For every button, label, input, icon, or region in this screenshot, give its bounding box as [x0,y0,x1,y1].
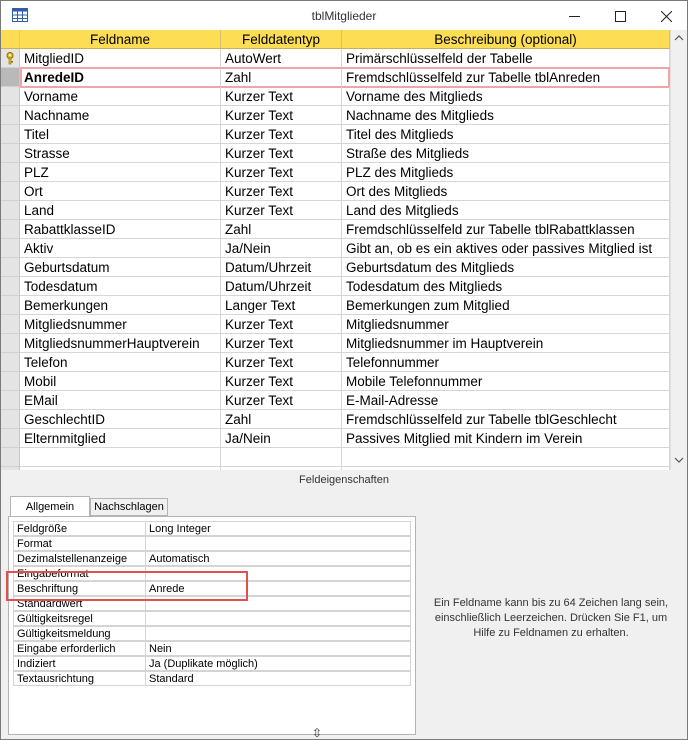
field-name-cell[interactable]: Nachname [20,106,221,125]
row-selector[interactable] [1,296,20,315]
row-selector[interactable] [1,49,20,68]
field-type-cell[interactable] [221,448,342,467]
scroll-down-icon[interactable] [674,456,684,464]
maximize-button[interactable] [597,1,643,31]
window-title: tblMitglieder [311,9,377,23]
row-selector[interactable] [1,68,20,87]
property-label: Textausrichtung [13,671,146,686]
field-properties-title: Feldeigenschaften [299,474,389,486]
field-name-cell[interactable]: Geburtsdatum [20,258,221,277]
field-type-cell[interactable]: Kurzer Text [221,353,342,372]
property-value[interactable]: Standard [145,671,411,686]
field-name-cell[interactable]: Titel [20,125,221,144]
field-type-cell[interactable]: Kurzer Text [221,372,342,391]
field-type-cell[interactable]: Kurzer Text [221,144,342,163]
property-label: Format [13,536,146,551]
minimize-button[interactable] [551,1,597,31]
field-description-cell[interactable]: E-Mail-Adresse [342,391,670,410]
field-type-cell[interactable]: Datum/Uhrzeit [221,258,342,277]
row-selector[interactable] [1,429,20,448]
field-name-cell[interactable]: GeschlechtID [20,410,221,429]
field-description-cell[interactable] [342,448,670,467]
field-description-cell[interactable]: Gibt an, ob es ein aktives oder passives Mitglied ist [342,239,670,258]
row-selector[interactable] [1,277,20,296]
field-properties-area [0,470,688,740]
row-selector[interactable] [1,220,20,239]
property-label: Gültigkeitsmeldung [13,626,146,641]
field-name-cell[interactable] [20,448,221,467]
field-name-cell[interactable]: EMail [20,391,221,410]
property-value[interactable] [145,596,411,611]
field-description-cell[interactable]: Fremdschlüsselfeld zur Tabelle tblRabattklassen [342,220,670,239]
field-type-cell[interactable]: Zahl [221,410,342,429]
row-selector[interactable] [1,334,20,353]
field-description-cell[interactable]: Todesdatum des Mitglieds [342,277,670,296]
field-description-cell[interactable]: Primärschlüsselfeld der Tabelle [342,49,670,68]
field-name-cell[interactable]: MitgliedID [20,49,221,68]
field-name-cell[interactable]: Strasse [20,144,221,163]
property-label: Standardwert [13,596,146,611]
property-label: Indiziert [13,656,146,671]
row-selector[interactable] [1,353,20,372]
field-name-cell[interactable]: Todesdatum [20,277,221,296]
maximize-icon [615,11,626,22]
field-description-cell[interactable]: Passives Mitglied mit Kindern im Verein [342,429,670,448]
close-icon [661,11,672,22]
property-label: Eingabeformat [13,566,146,581]
property-label: Gültigkeitsregel [13,611,146,626]
field-name-cell[interactable]: Land [20,201,221,220]
field-name-cell[interactable]: AnredeID [20,68,221,87]
field-description-cell[interactable]: Mitgliedsnummer [342,315,670,334]
property-value[interactable]: Nein [145,641,411,656]
property-label: Dezimalstellenanzeige [13,551,146,566]
tab-nachschlagen[interactable]: Nachschlagen [90,498,168,516]
field-name-cell[interactable]: Mobil [20,372,221,391]
property-value[interactable]: Anrede [145,581,411,596]
field-description-cell[interactable]: Fremdschlüsselfeld zur Tabelle tblGeschlecht [342,410,670,429]
close-button[interactable] [643,1,688,31]
row-selector[interactable] [1,410,20,429]
row-selector[interactable] [1,258,20,277]
field-description-cell[interactable]: Nachname des Mitglieds [342,106,670,125]
field-description-cell[interactable]: PLZ des Mitglieds [342,163,670,182]
row-selector[interactable] [1,87,20,106]
field-type-cell[interactable]: Kurzer Text [221,391,342,410]
field-type-cell[interactable]: Datum/Uhrzeit [221,277,342,296]
row-selector[interactable] [1,239,20,258]
field-description-cell[interactable]: Mitgliedsnummer im Hauptverein [342,334,670,353]
property-value[interactable]: Automatisch [145,551,411,566]
scroll-up-icon[interactable] [674,34,684,42]
row-selector[interactable] [1,182,20,201]
field-description-cell[interactable]: Fremdschlüsselfeld zur Tabelle tblAnreden [342,68,670,87]
row-selector[interactable] [1,372,20,391]
field-type-cell[interactable]: Zahl [221,220,342,239]
title-bar [0,0,688,30]
row-selector[interactable] [1,315,20,334]
column-header-beschreibung[interactable]: Beschreibung (optional) [342,30,670,49]
row-selector[interactable] [1,125,20,144]
field-type-cell[interactable]: Ja/Nein [221,429,342,448]
field-description-cell[interactable]: Geburtsdatum des Mitglieds [342,258,670,277]
header-corner [1,30,20,49]
row-selector[interactable] [1,448,20,467]
property-label: Eingabe erforderlich [13,641,146,656]
field-name-cell[interactable]: Elternmitglied [20,429,221,448]
column-header-feldname[interactable]: Feldname [20,30,221,49]
field-name-cell[interactable]: Aktiv [20,239,221,258]
property-value[interactable] [145,611,411,626]
field-description-cell[interactable]: Straße des Mitglieds [342,144,670,163]
property-label: Beschriftung [13,581,146,596]
field-name-cell[interactable]: MitgliedsnummerHauptverein [20,334,221,353]
row-selector[interactable] [1,144,20,163]
row-selector[interactable] [1,106,20,125]
field-description-cell[interactable]: Ort des Mitglieds [342,182,670,201]
property-value[interactable]: Ja (Duplikate möglich) [145,656,411,671]
primary-key-icon [5,52,15,65]
property-value[interactable] [145,536,411,551]
field-type-cell[interactable]: Kurzer Text [221,182,342,201]
field-type-cell[interactable]: Zahl [221,68,342,87]
property-value[interactable] [145,566,411,581]
field-type-cell[interactable]: Kurzer Text [221,106,342,125]
property-value[interactable]: Long Integer [145,521,411,536]
help-text: Ein Feldname kann bis zu 64 Zeichen lang sein, einschließlich Leerzeichen. Drücken Sie F1, um Hilfe zu Feldnamen zu erhalten. [433,597,669,639]
splitter-handle-icon[interactable]: ⇳ [312,726,323,740]
field-type-cell[interactable]: Kurzer Text [221,125,342,144]
field-name-cell[interactable]: RabattklasseID [20,220,221,239]
field-description-cell[interactable]: Land des Mitglieds [342,201,670,220]
row-selector[interactable] [1,201,20,220]
minimize-icon [569,11,580,22]
field-name-cell[interactable]: Telefon [20,353,221,372]
field-description-cell[interactable]: Bemerkungen zum Mitglied [342,296,670,315]
general-properties-panel [8,516,416,735]
field-type-cell[interactable]: Kurzer Text [221,201,342,220]
field-name-cell[interactable]: Ort [20,182,221,201]
field-type-cell[interactable]: AutoWert [221,49,342,68]
field-name-cell[interactable]: Mitgliedsnummer [20,315,221,334]
field-name-cell[interactable]: PLZ [20,163,221,182]
field-design-grid [0,30,688,470]
property-label: Feldgröße [13,521,146,536]
field-description-cell[interactable]: Telefonnummer [342,353,670,372]
field-type-cell[interactable]: Kurzer Text [221,87,342,106]
field-type-cell[interactable]: Ja/Nein [221,239,342,258]
row-selector[interactable] [1,163,20,182]
field-name-cell[interactable]: Vorname [20,87,221,106]
field-type-cell[interactable]: Kurzer Text [221,163,342,182]
field-type-cell[interactable]: Langer Text [221,296,342,315]
field-description-cell[interactable]: Vorname des Mitglieds [342,87,670,106]
vertical-scrollbar[interactable] [670,30,687,470]
column-header-felddatentyp[interactable]: Felddatentyp [221,30,342,49]
field-name-cell[interactable]: Bemerkungen [20,296,221,315]
field-type-cell[interactable]: Kurzer Text [221,315,342,334]
field-description-cell[interactable]: Titel des Mitglieds [342,125,670,144]
field-type-cell[interactable]: Kurzer Text [221,334,342,353]
field-description-cell[interactable]: Mobile Telefonnummer [342,372,670,391]
row-selector[interactable] [1,391,20,410]
tab-allgemein[interactable]: Allgemein [10,496,90,517]
property-value[interactable] [145,626,411,641]
